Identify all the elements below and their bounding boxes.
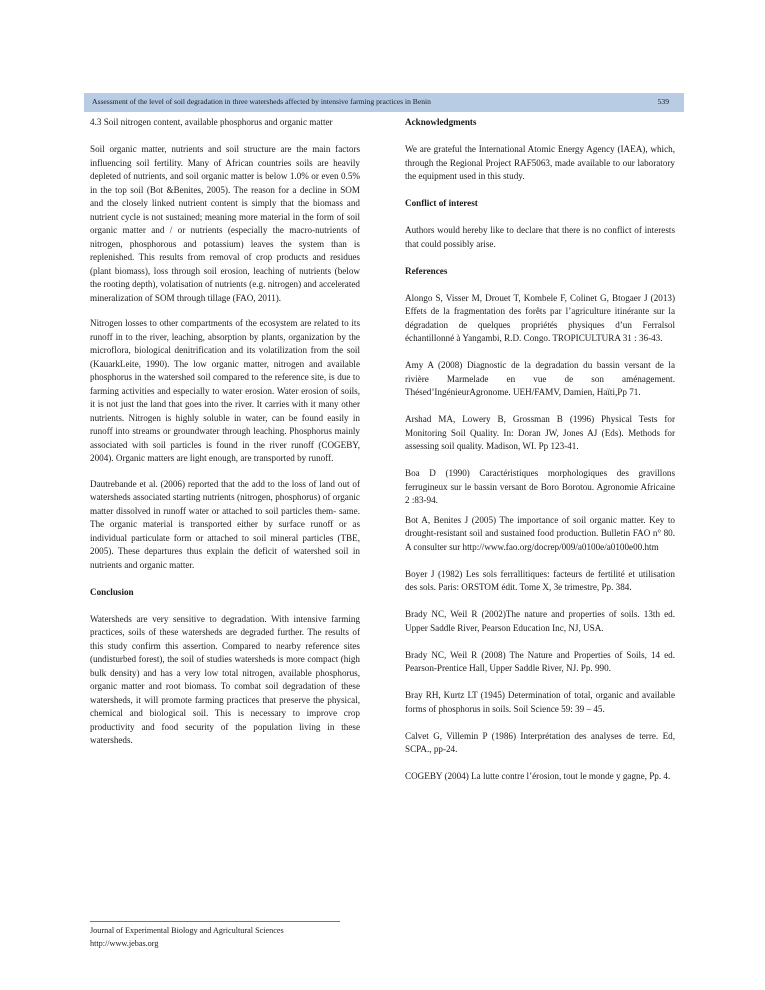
- acknowledgments-paragraph: We are grateful the International Atomic Energy Agency (IAEA), which, through the Regional Project RAF5063, made available to our laboratory the equipment used in this study.: [405, 144, 675, 181]
- reference-item: Boa D (1990) Caractéristiques morphologiques des gravillons ferrugineux sur le bassin versant de Boro Borotou. Agronomie Africaine 2 :83-94.: [405, 468, 675, 505]
- footer-url: http://www.jebas.org: [90, 939, 159, 948]
- body-paragraph: Dautrebande et al. (2006) reported that the add to the loss of land out of watersheds associated starting nutrients (nitrogen, phosphorus) of organic matter dissolved in runoff water or attached to soil particles them- same. The organic material is transported either by surface runoff or as individual particulate form or attached to soil mineral particles (TBE, 2005). These departures thus explain the deficit of watershed soil in nutrients and organic matter.: [90, 478, 360, 570]
- left-column: [90, 116, 360, 761]
- footer-divider: [90, 921, 340, 922]
- reference-item: Brady NC, Weil R (2002)The nature and properties of soils. 13th ed. Upper Saddle River, Pearson Education Inc, NJ, USA.: [405, 609, 675, 633]
- reference-item: Alongo S, Visser M, Drouet T, Kombele F, Colinet G, Btogaer J (2013) Effets de la fragmentation des forêts par l’agriculture itinérante sur la dégradation de quelques propriétés physiques d’un Ferralsol échantillonné à Yangambi, R.D. Congo. TROPICULTURA 31 : 36-43.: [405, 292, 675, 343]
- conflict-of-interest-paragraph: Authors would hereby like to declare that there is no conflict of interests that could possibly arise.: [405, 225, 675, 249]
- body-paragraph: Nitrogen losses to other compartments of the ecosystem are related to its runoff in to the river, leaching, absorption by plants, organization by the microflora, biological denitrification and its volatilization from the soil (KauarkLeite, 1990). The low organic matter, nitrogen and available phosphorus in the watershed soil compared to the reference site, is due to farming activities and especially to water erosion. Water erosion of soils, it is not just the land that goes into the river. It carries with it many other nutrients. Nitrogen is highly soluble in water, can be found easily in runoff into streams or groundwater through leaching. Phosphorus mainly associated with soil particles is found in the river runoff (COGEBY, 2004). Organic matters are light enough, are transported by runoff.: [90, 318, 360, 463]
- body-paragraph: Soil organic matter, nutrients and soil structure are the main factors influencing soil fertility. Many of African countries soils are heavily depleted of nutrients, and soil organic matter is below 1.0% or even 0.5% in the top soil (Bot &Benites, 2005). The reason for a decline in SOM and the closely linked nutrient content is simply that the biomass and nutrient cycle is not sustained; meaning more material in the form of soil organic matter and / or nutrients (especially the macro-nutrients of nitrogen, phosphorous and potassium) leaves the system than is replenished. This results from removal of crop products and residues (plant biomass), loss through soil erosion, leaching of nutrients (below the rooting depth), volatisation of nutrients (e.g. nitrogen) and accelerated mineralization of SOM through tillage (FAO, 2011).: [90, 144, 360, 303]
- reference-item: Boyer J (1982) Les sols ferrallitiques: facteurs de fertilité et utilisation des sols. Paris: ORSTOM édit. Tome X, 3e trimestre, Pp. 384.: [405, 568, 675, 592]
- reference-item: Calvet G, Villemin P (1986) Interprétation des analyses de terre. Ed, SCPA., pp-24.: [405, 730, 675, 754]
- conclusion-heading: Conclusion: [90, 586, 134, 597]
- reference-item: Bot A, Benites J (2005) The importance of soil organic matter. Key to drought-resistant soil and sustained food production. Bulletin FAO n° 80. A consulter sur http://www.fao.org/docrep/009/a0100e/a0100e00.htm: [405, 514, 675, 552]
- running-header: [84, 93, 684, 112]
- reference-item: Amy A (2008) Diagnostic de la degradation du bassin versant de la rivière Marmelade en vue de son aménagement. Thésed’IngénieurAgronome. UEH/FAMV, Damien, Haïti,Pp 71.: [405, 360, 675, 397]
- section-heading-4-3: 4.3 Soil nitrogen content, available phosphorus and organic matter: [90, 117, 333, 127]
- conclusion-paragraph: Watersheds are very sensitive to degradation. With intensive farming practices, soils of these watersheds are degraded further. The results of this study confirm this assertion. Compared to nearby reference sites (undisturbed forest), the soil of studies watersheds is more compact (high bulk density) and has a very low total nitrogen, available phosphorus, organic matter and root biomass. To combat soil degradation of these watersheds, it will promote farming practices that preserve the physical, chemical and biological soil. This is necessary to improve crop productivity and food security of the population living in these watersheds.: [90, 613, 360, 745]
- running-header-title: Assessment of the level of soil degradation in three watersheds affected by intensive farming practices in Benin: [92, 97, 431, 106]
- right-column: [405, 116, 675, 797]
- page-number: 539: [657, 97, 669, 106]
- reference-item: Bray RH, Kurtz LT (1945) Determination of total, organic and available forms of phosphorus in soils. Soil Science 59: 39 – 45.: [405, 690, 675, 714]
- references-heading: References: [405, 265, 448, 276]
- reference-list: [405, 292, 675, 784]
- acknowledgments-heading: Acknowledgments: [405, 117, 477, 127]
- footer-journal-name: Journal of Experimental Biology and Agricultural Sciences: [90, 926, 284, 935]
- conflict-of-interest-heading: Conflict of interest: [405, 198, 478, 208]
- reference-item: COGEBY (2004) La lutte contre l’érosion, tout le monde y gagne, Pp. 4.: [405, 771, 671, 781]
- reference-item: Brady NC, Weil R (2008) The Nature and Properties of Soils, 14 ed. Pearson-Prentice Hall, Upper Saddle River, NJ. Pp. 990.: [405, 649, 675, 673]
- reference-item: Arshad MA, Lowery B, Grossman B (1996) Physical Tests for Monitoring Soil Quality. In: Doran JW, Jones AJ (Eds). Methods for assessing soil quality. Madison, WI. Pp 123-41.: [405, 414, 675, 451]
